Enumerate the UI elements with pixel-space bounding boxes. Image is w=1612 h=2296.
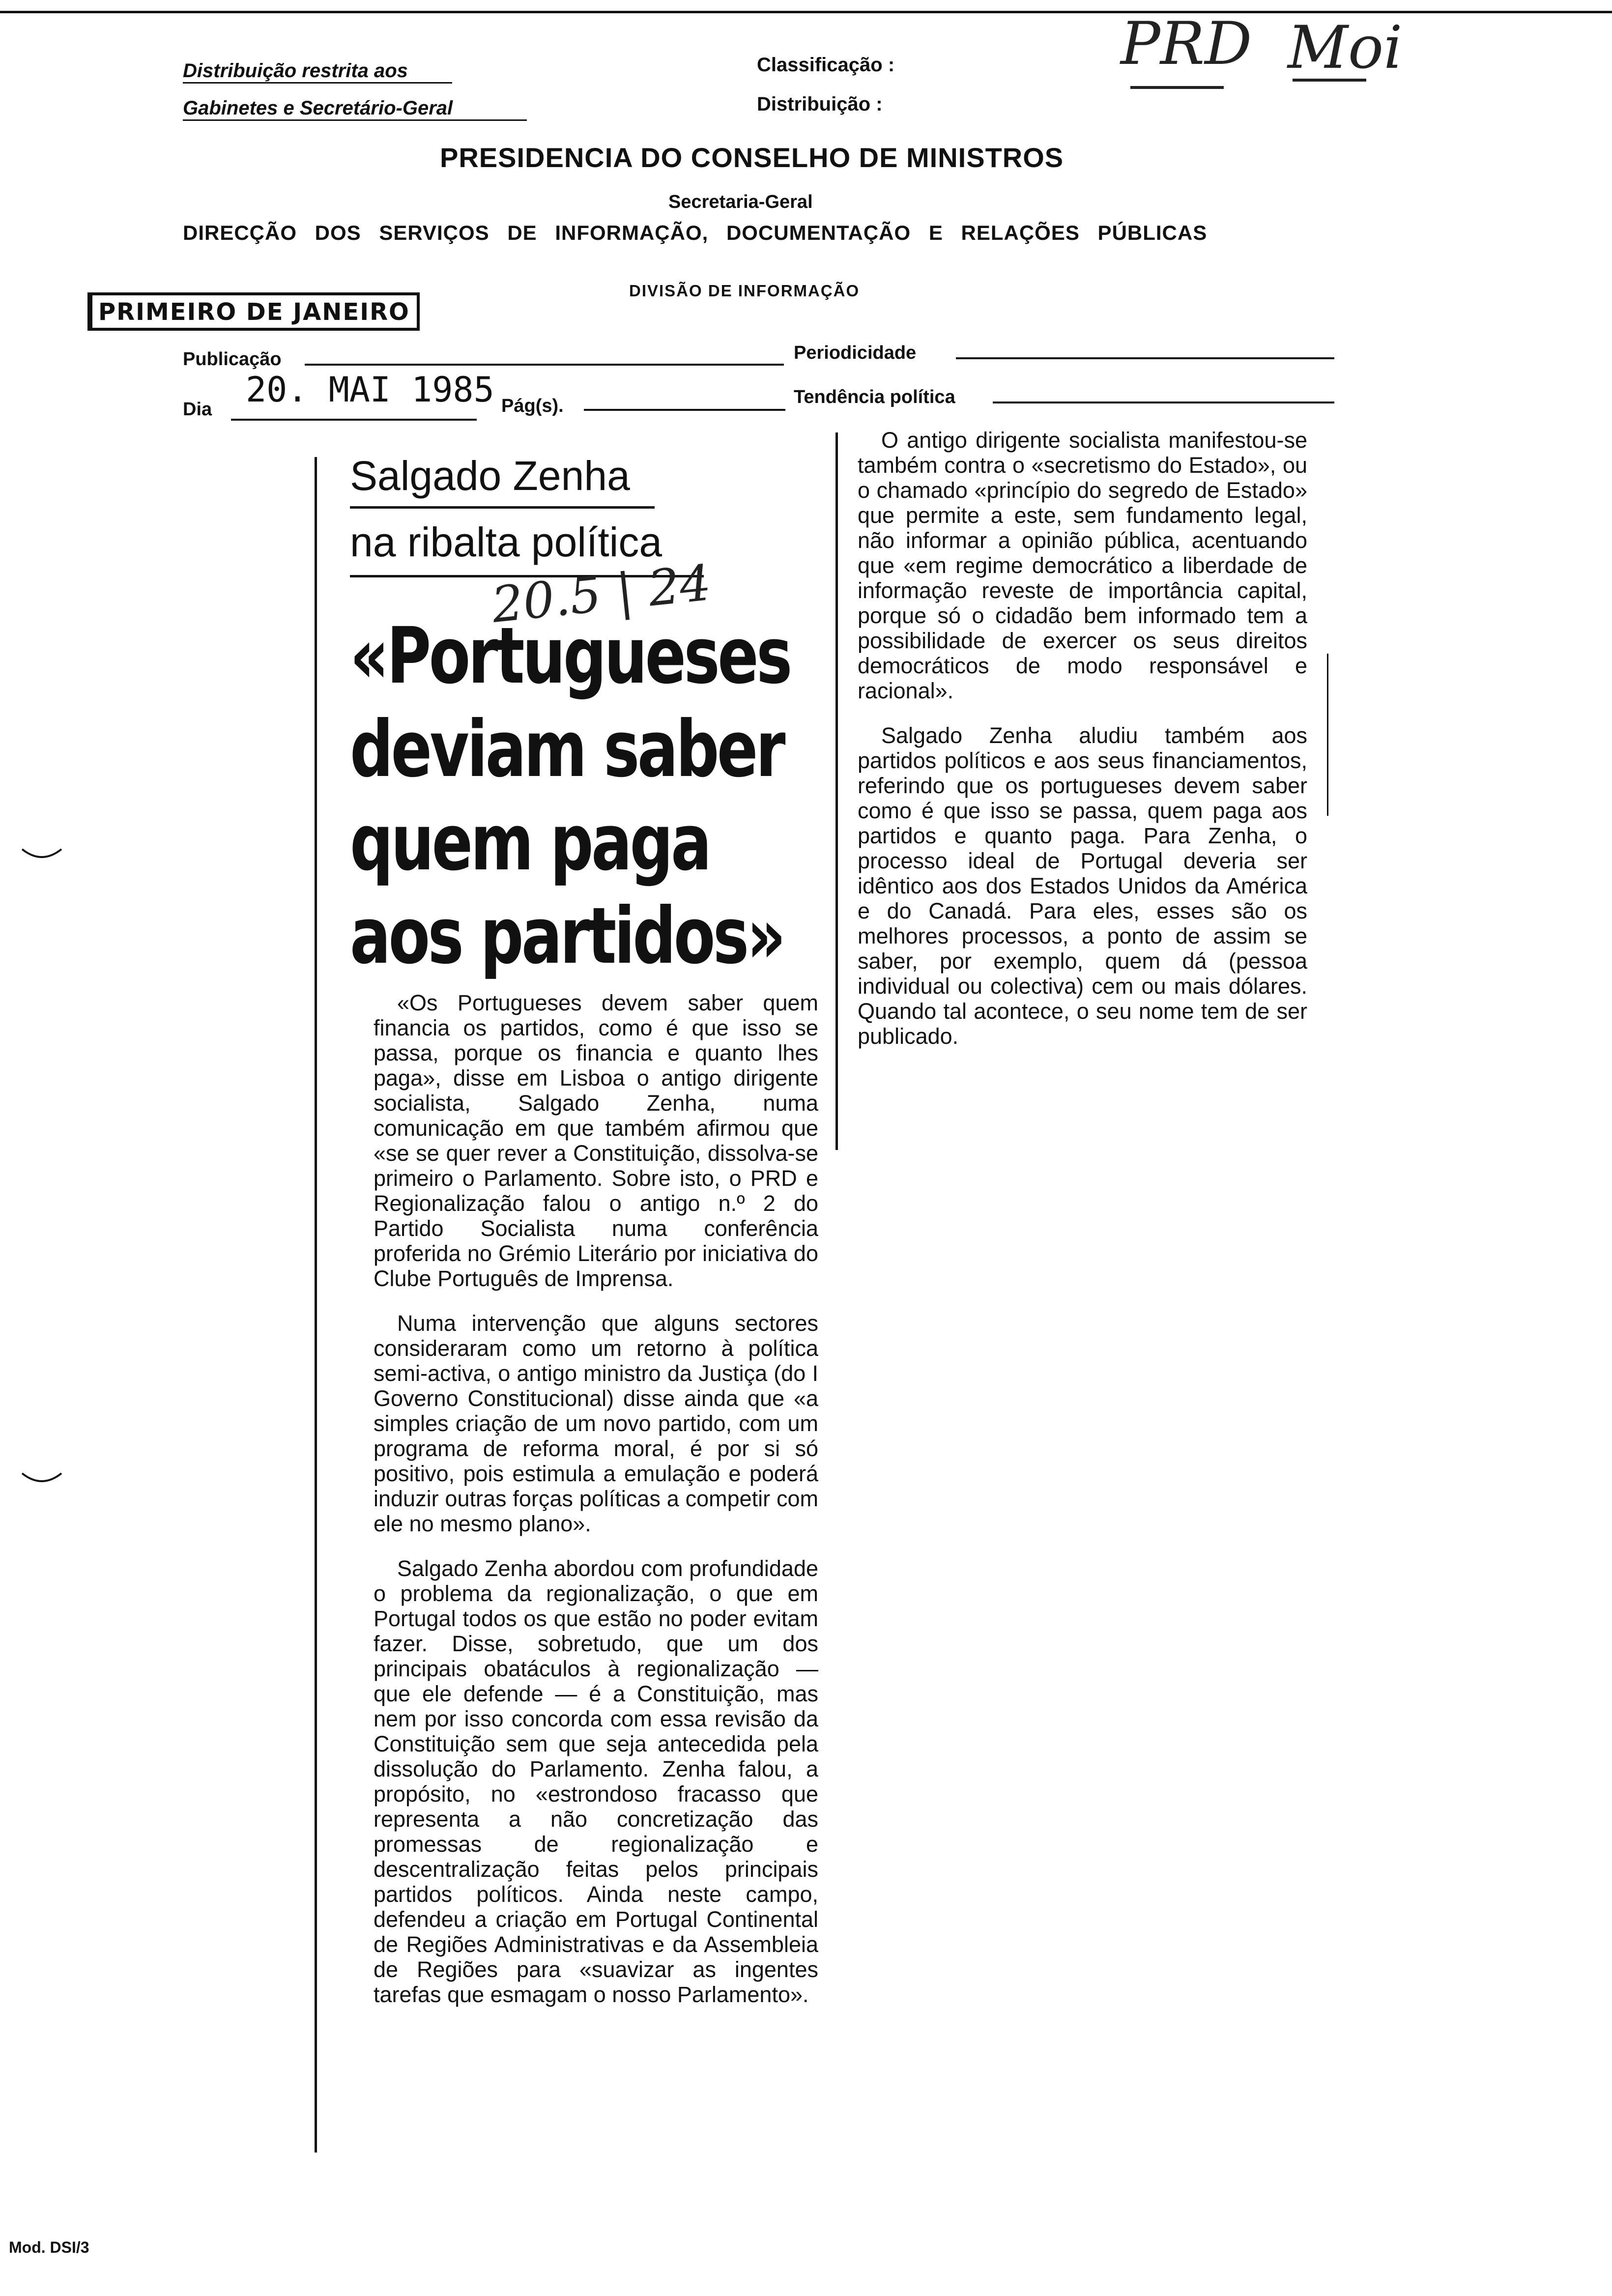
day-label: Dia xyxy=(183,399,212,420)
article-right-column xyxy=(858,428,1307,1068)
secretariat-label: Secretaria-Geral xyxy=(668,192,813,212)
article-headline xyxy=(350,609,810,983)
middle-column-rule xyxy=(835,432,838,1150)
article-paragraph: Salgado Zenha abordou com profundidade o problema da regionalização, o que em Portugal todos os que estão no poder evitam fazer. Disse, sobretudo, que um dos principais obatáculos à regionalização — que ele defende — é a Constituição, mas nem por isso concorda com essa revisão da Constituição sem que seja antecedida pela dissolução do Parlamento. Zenha falou, a propósito, no «estrondoso fracasso que representa a não concretização das promessas de regionalização e descentralização feitas pelos principais partidos políticos. Ainda neste campo, defendeu a criação em Portugal Continental de Regiões Administrativas e da Assembleia de Regiões para «suavizar as ingentes tarefas que esmagam o nosso Parlamento». xyxy=(374,1556,818,2007)
article-subheading-line2: na ribalta política xyxy=(350,519,662,565)
article-paragraph: Numa intervenção que alguns sectores consideraram como um retorno à política semi-activa, o antigo ministro da Justiça (do I Governo Constitucional) disse ainda que «a simples criação de um novo partido, com um programa de reforma moral, é por si só positivo, pois estimula a emulação e poderá induzir outras forças políticas a competir com ele no mesmo plano». xyxy=(374,1311,818,1536)
classification-label: Classificação : xyxy=(757,54,895,76)
right-margin-rule xyxy=(1327,654,1328,816)
political-tendency-label: Tendência política xyxy=(794,387,955,407)
underline-2 xyxy=(183,119,527,121)
punch-hole-mark-2 xyxy=(20,1469,64,1489)
pages-label: Pág(s). xyxy=(501,396,564,416)
division-label: DIVISÃO DE INFORMAÇÃO xyxy=(629,282,860,300)
periodicity-label: Periodicidade xyxy=(794,343,917,363)
handwritten-underline-right xyxy=(1293,79,1366,82)
top-border-rule xyxy=(0,11,1612,13)
handwritten-note-prd: PRD xyxy=(1121,10,1252,78)
distribution-restriction-line2: Gabinetes e Secretário-Geral xyxy=(183,97,453,119)
subheading-underline-1 xyxy=(350,506,655,509)
headline-line-3: quem paga xyxy=(350,798,710,888)
article-subheading-line1: Salgado Zenha xyxy=(350,453,630,499)
handwritten-underline-left xyxy=(1130,86,1224,89)
form-code: Mod. DSI/3 xyxy=(9,2239,89,2256)
publication-field-line xyxy=(305,364,784,366)
institution-title: PRESIDENCIA DO CONSELHO DE MINISTROS xyxy=(440,142,1064,173)
distribution-restriction-line1: Distribuição restrita aos xyxy=(183,60,408,82)
distribution-label: Distribuição : xyxy=(757,93,883,115)
handwritten-note-right: Moi xyxy=(1288,14,1403,82)
headline-line-1: «Portugueses xyxy=(350,611,790,701)
date-stamp: 20. MAI 1985 xyxy=(246,370,494,410)
headline-line-2: deviam saber xyxy=(350,704,783,795)
left-column-rule xyxy=(315,457,317,2152)
headline-line-4: aos partidos» xyxy=(350,891,784,981)
article-paragraph: Salgado Zenha aludiu também aos partidos políticos e aos seus financiamentos, referindo que os portugueses devem saber como é que isso se passa, quem paga aos partidos e quanto paga. Para Zenha, o processo ideal de Portugal deveria ser idêntico aos dos Estados Unidos da América e do Canadá. Para eles, esses são os melhores processos, a ponto de assim se saber, por exemplo, quem dá (pessoa individual ou colectiva) cem ou mais dólares. Quando tal acontece, o seu nome tem de ser publicado. xyxy=(858,723,1307,1049)
publication-stamp: PRIMEIRO DE JANEIRO xyxy=(87,292,420,331)
political-tendency-field-line xyxy=(993,402,1334,403)
pages-field-line xyxy=(584,409,785,411)
punch-hole-mark-1 xyxy=(20,845,64,865)
handwritten-annotation: 20.5 | 24 xyxy=(489,553,714,634)
article-paragraph: O antigo dirigente socialista manifestou-se também contra o «secretismo do Estado», ou o chamado «princípio do segredo de Estado» que permite a este, sem fundamento legal, não informar a opinião pública, acentuando que «em regime democrático a liberdade de informação reveste de importância capital, porque só o cidadão bem informado tem a possibilidade de exercer os seus direitos democráticos de modo responsável e racional». xyxy=(858,428,1307,703)
article-paragraph: «Os Portugueses devem saber quem financia os partidos, como é que isso se passa, porque os financia e quanto lhes paga», disse em Lisboa o antigo dirigente socialista, Salgado Zenha, numa comunicação em que também afirmou que «se se quer rever a Constituição, dissolva-se primeiro o Parlamento. Sobre isto, o PRD e Regionalização falou o antigo n.º 2 do Partido Socialista numa conferência proferida no Grémio Literário por iniciativa do Clube Português de Imprensa. xyxy=(374,990,818,1291)
underline-1 xyxy=(183,82,452,84)
publication-label: Publicação xyxy=(183,349,282,370)
directorate-title: DIRECÇÃO DOS SERVIÇOS DE INFORMAÇÃO, DOCUMENTAÇÃO E RELAÇÕES PÚBLICAS xyxy=(183,221,1208,244)
day-field-line xyxy=(231,419,477,421)
periodicity-field-line xyxy=(956,357,1334,359)
article-left-column xyxy=(374,990,818,2027)
